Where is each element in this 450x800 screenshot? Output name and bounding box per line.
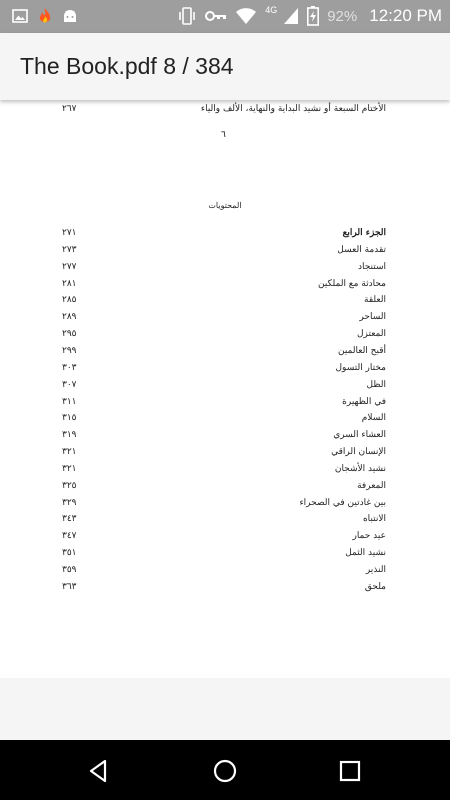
toc-row (0, 548, 450, 564)
contents-heading: المحتويات (208, 201, 242, 210)
key-icon (205, 9, 227, 23)
pdf-page[interactable] (0, 100, 450, 678)
toc-entry-page: ٣٠٧ (62, 379, 77, 390)
network-type: 4G (265, 5, 278, 15)
toc-entry-title: بين غادتين في الصحراء (299, 497, 386, 508)
toc-entry-page: ٣٥٩ (62, 565, 77, 575)
toc-entry-page: ٣١٥ (62, 413, 77, 424)
toc-row (0, 531, 450, 547)
toc-entry-page: ٣٥١ (62, 548, 77, 559)
toc-row (0, 363, 450, 379)
toc-entry-page: ٢٩٥ (62, 329, 77, 340)
toc-entry-title: تقدمة العسل (337, 244, 386, 255)
toc-entry-page: ٣٢١ (62, 447, 77, 458)
home-icon (211, 757, 239, 785)
toc-entry-title: نشيد الأشجان (334, 463, 386, 474)
toc-entry-page: ٣٦٣ (62, 581, 77, 592)
toc-entry-title: استنجاد (357, 261, 386, 272)
toc-entry-page: ٢٨١ (62, 278, 77, 289)
vibrate-icon (177, 7, 197, 25)
toc-entry-page: ٢٧٣ (62, 244, 77, 255)
toc-row (0, 481, 450, 497)
toc-entry-page: ٢٨٩ (62, 312, 77, 323)
toc-entry-page: ٢٧٧ (62, 261, 77, 272)
toc-row (0, 514, 450, 530)
toc-entry-page: ٢٨٥ (62, 295, 77, 306)
toc-entry-page: ٣١٩ (62, 430, 77, 441)
signal-icon (283, 7, 299, 25)
toc-entry-title: الانتباه (362, 514, 386, 525)
toc-entry-title: في الظهيرة (342, 396, 386, 407)
toc-row (0, 464, 450, 480)
status-bar (0, 0, 450, 33)
toc-entry-title: السلام (361, 413, 386, 424)
recents-button[interactable] (336, 757, 364, 785)
toc-row (0, 245, 450, 261)
toc-entry-title: نشيد الثمل (345, 548, 386, 559)
toc-entry-page: ٣٠٣ (62, 362, 77, 373)
toc-row (0, 295, 450, 311)
toc-entry-page: ٢٧١ (62, 228, 77, 238)
wifi-icon (235, 7, 257, 25)
back-button[interactable] (85, 757, 113, 785)
toc-entry-title: النذير (365, 565, 386, 575)
toc-row (0, 430, 450, 446)
toc-row (0, 413, 450, 429)
toc-entry-title: الإنسان الراقي (331, 447, 386, 458)
toc-entry-title: محادثة مع الملكين (317, 278, 386, 289)
toc-entry-page: ٣٢٩ (62, 497, 77, 508)
toc-entry-title: المعرفة (357, 480, 386, 491)
toc-row (0, 329, 450, 345)
toc-entry-title: الأختام السبعة أو نشيد البداية والنهاية، الألف والياء (200, 104, 386, 114)
battery-charging-icon (307, 6, 319, 26)
toc-entry-title: ملحق (364, 581, 386, 592)
toc-entry-page: ٣٤٧ (62, 531, 77, 542)
app-bar (0, 33, 450, 100)
toc-entry-page: ٣٢١ (62, 463, 77, 474)
toc-entry-page: ٣٢٥ (62, 480, 77, 491)
toc-row (0, 279, 450, 295)
toc-row (0, 498, 450, 514)
toc-entry-title: الجزء الرابع (342, 228, 386, 238)
toc-entry-title: العلقة (364, 295, 386, 306)
toc-row (0, 262, 450, 278)
recents-icon (336, 757, 364, 785)
navigation-bar (0, 740, 450, 800)
android-icon (62, 8, 78, 24)
toc-row (0, 582, 450, 598)
toc-row (0, 228, 450, 244)
toc-entry-page: ٢٩٩ (62, 345, 77, 356)
page-number: ٦ (221, 130, 226, 140)
toc-entry-title: الظل (366, 379, 386, 390)
toc-entry-title: مختار التسول (335, 362, 386, 373)
clock: 12:20 PM (369, 6, 442, 25)
toc-row (0, 565, 450, 581)
toc-entry-title: أقبح العالمين (337, 345, 386, 356)
battery-level: 92% (327, 7, 358, 25)
toc-entry-title: المعتزل (356, 329, 386, 340)
back-icon (85, 757, 113, 785)
toc-row (0, 346, 450, 362)
toc-entry-page: ٣١١ (62, 396, 77, 407)
toc-entry-page: ٢٦٧ (62, 104, 77, 114)
document-title: The Book.pdf 8 / 384 (20, 53, 234, 79)
toc-row (0, 397, 450, 413)
toc-entry-title: عيد حمار (352, 531, 386, 542)
toc-row (0, 312, 450, 328)
toc-entry-previous (0, 104, 450, 120)
toc-row (0, 380, 450, 396)
toc-entry-title: العشاء السري (333, 430, 386, 441)
fire-icon (38, 7, 52, 25)
toc-entry-title: الساحر (359, 312, 386, 323)
toc-row (0, 447, 450, 463)
image-icon (12, 8, 28, 24)
home-button[interactable] (211, 757, 239, 785)
toc-entry-page: ٣٤٣ (62, 514, 77, 525)
